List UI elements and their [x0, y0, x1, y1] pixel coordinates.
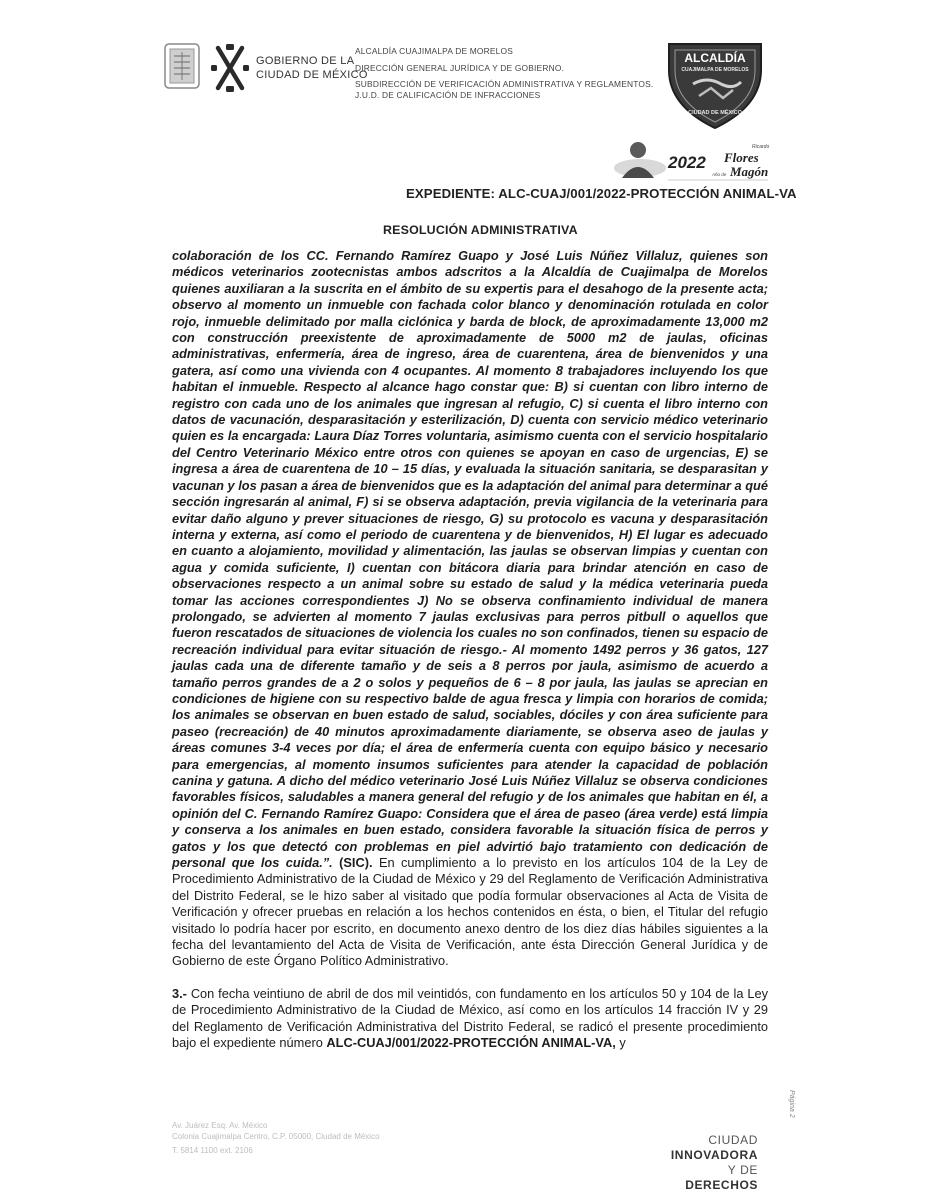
alcaldia-seal-icon [663, 40, 767, 132]
phone-number: T. 5814 1100 ext. 2106 [172, 1146, 253, 1155]
item-3-number: 3.- [172, 985, 187, 1001]
letterhead-line-2: DIRECCIÓN GENERAL JURÍDICA Y DE GOBIERNO. [355, 62, 565, 73]
compliance-text: En cumplimiento a lo previsto en los artículos 104 de la Ley de Procedimiento Administrativo de la Ciudad de México y 29 del Reglamento de Verificación Administrativa del Distrito Federal, se le hizo saber al visitado que podía formular observaciones al Acta de Visita de Verificación y ofrecer pruebas en relación a los hechos contenidos en ésta, o bien, el Titular del refugio visitado lo podría hacer por escrito, en documento anexo dentro de los diez días hábiles siguientes a la fecha del levantamiento del Acta de Visita de Verificación, ante ésta Dirección General Jurídica y de Gobierno de este Órgano Político Administrativo. [172, 855, 768, 969]
office-letterhead [355, 46, 653, 100]
address-line-1: Av. Juárez Esq. Av. México [172, 1121, 268, 1130]
year-2022-artwork [612, 138, 772, 182]
item-3-case-number: ALC-CUAJ/001/2022-PROTECCIÓN ANIMAL-VA, [326, 1035, 616, 1051]
document-title: RESOLUCIÓN ADMINISTRATIVA [383, 223, 578, 237]
slogan-line-1 [612, 1133, 758, 1163]
sic-marker: (SIC). [339, 855, 373, 871]
quoted-text: colaboración de los CC. Fernando Ramírez Guapo y José Luis Núñez Villaluz, quienes son médicos veterinarios zootecnistas ambos adscritos a la Alcaldía de Cuajimalpa de Morelos quienes auxiliaran a la suscrita en el ámbito de su expertis para el desahogo de la presente acta; observo al momento un inmueble con fachada color blanco y denominación rotulada en color rojo, inmueble delimitado por malla ciclónica y barda de block, de aproximadamente 13,000 m2 con construcción preexistente de aproximadamente de 5000 m2 de jaulas, oficinas administrativas, enfermería, área de ingreso, área de cuarentena, área de bienvenidos y una gatera, así como una vivienda con 4 ocupantes. Al momento 8 trabajadores incluyendo los que habitan el inmueble. Respecto al alcance hago constar que: B) si cuentan con libro interno de registro con cada uno de los animales que ingresan al refugio, C) si cuenta el libro interno con datos de vacunación, desparasitación y esterilización, D) cuenta con servicio médico veterinario quien es la encargada: Laura Díaz Torres voluntaria, asimismo cuenta con el servicio hospitalario del Centro Veterinario México entre otros con quienes se apoyan en caso de urgencias, E) se ingresa a área de cuarentena de 10 – 15 días, y evaluada la situación sanitaria, se desparasitan y vacunan y los pasan a área de bienvenidos que es la adaptación del animal para determinar a qué sección ingresarán al animal, F) si se observa adaptación, previa vigilancia de la veterinaria para evitar daño alguno y prever situaciones de riesgo, G) su protocolo es vacuna y desparasitación interna y externa, así como el periodo de cuarentena y de bienvenidos, H) El lugar es adecuado en cuanto a alojamiento, movilidad y alimentación, las jaulas se observan limpias y cuentan con agua y comida suficiente, I) cuentan con bitácora diaria para brindar atención en caso de observaciones respecto a un animal sobre su estado de salud y la médica veterinaria pueda tomar las acciones correspondientes J) No se observa confinamiento individual de manera prolongado, se advierten al momento 7 jaulas exclusivas para perros pitbull o aquellos que fueron rescatados de situaciones de violencia los cuales no son confinados, tienen su espacio de recreación individual para evitar situación de riesgo.- Al momento 1492 perros y 36 gatos, 127 jaulas cada una de diferente tamaño y de seis a 8 perros por jaula, asimismo de acuerdo a tamaño perros grandes de a 2 o solos y pequeños de 6 – 8 por jaula, las jaulas se aprecian en condiciones de higiene con su respectivo balde de agua fresca y limpia con horarios de comida; los animales se observan en buen estado de salud, sociables, dóciles y con área suficiente para paseo (recreación) de 40 minutos aproximadamente diariamente, se observa aseo de jaulas y áreas comunes 3-4 veces por día; el área de enfermería cuenta con equipo básico y necesario para emergencias, al momento insumos suficientes para atender la capacidad de población canina y gatuna. A dicho del médico veterinario José Luis Núñez Villaluz se observa condiciones favorables físicos, saludables a manera general del refugio y de los animales que habitan en él, a opinión del C. Fernando Ramírez Guapo: Considera que el área de paseo (área verde) está limpia y conserva a los animales en buen estado, considera favorable la situación física de perros y gatos y los que detectó con problemas en piel advirtió bajo tratamiento con dedicación de personal que los cuida.”. [172, 248, 768, 871]
year-name-1: Flores [724, 150, 759, 165]
slogan-line-2 [612, 1163, 758, 1193]
cdmx-logo-icon [210, 42, 250, 94]
year-name-2: Magón [730, 164, 769, 179]
case-number-heading: EXPEDIENTE: ALC-CUAJ/001/2022-PROTECCIÓN ANIMAL-VA [406, 186, 797, 201]
document-body [172, 248, 768, 1052]
page-number: Página 2 [788, 1090, 795, 1118]
coat-of-arms-icon [162, 40, 202, 92]
seal-title: ALCALDÍA [684, 51, 746, 65]
slogan-line-2-a: Y DE [727, 1163, 758, 1177]
slogan-line-2-b: DERECHOS [685, 1178, 758, 1192]
year-caption: Año de [712, 172, 727, 177]
year-number: 2022 [668, 153, 706, 172]
item-3-text: Con fecha veintiuno de abril de dos mil veintidós, con fundamento en los artículos 50 y 104 de la Ley de Procedimiento Administrativo de la Ciudad de México, así como en los artículos 14 fracción IV y 29 del Reglamento de Verificación Administrativa del Distrito Federal, se radicó el presente procedimiento bajo el expediente número [172, 985, 768, 1051]
quoted-paragraph [172, 248, 768, 970]
item-3-tail: y [619, 1035, 626, 1051]
seal-bottom: CIUDAD DE MÉXICO [688, 110, 742, 116]
gov-name-line-1: GOBIERNO DE LA [256, 55, 355, 67]
address-line-2: Colonia Cuajimalpa Centro, C.P. 05000, Ciudad de México [172, 1132, 380, 1141]
gov-name-line-2: CIUDAD DE MÉXICO [256, 69, 368, 81]
seal-subtitle: CUAJIMALPA DE MORELOS [681, 67, 749, 73]
footer-slogan [612, 1133, 758, 1193]
letterhead-line-3: SUBDIRECCIÓN DE VERIFICACIÓN ADMINISTRATIVA Y REGLAMENTOS. [355, 79, 654, 89]
slogan-line-1-b: INNOVADORA [670, 1148, 758, 1162]
year-name-small: Ricardo [752, 144, 770, 150]
footer-address [172, 1120, 402, 1156]
item-3-paragraph [172, 986, 768, 1052]
letterhead-line-1: ALCALDÍA CUAJIMALPA DE MORELOS [355, 46, 514, 56]
letterhead-line-4: J.U.D. DE CALIFICACIÓN DE INFRACCIONES [355, 89, 541, 100]
slogan-line-1-a: CIUDAD [708, 1133, 758, 1147]
government-name [256, 54, 368, 82]
